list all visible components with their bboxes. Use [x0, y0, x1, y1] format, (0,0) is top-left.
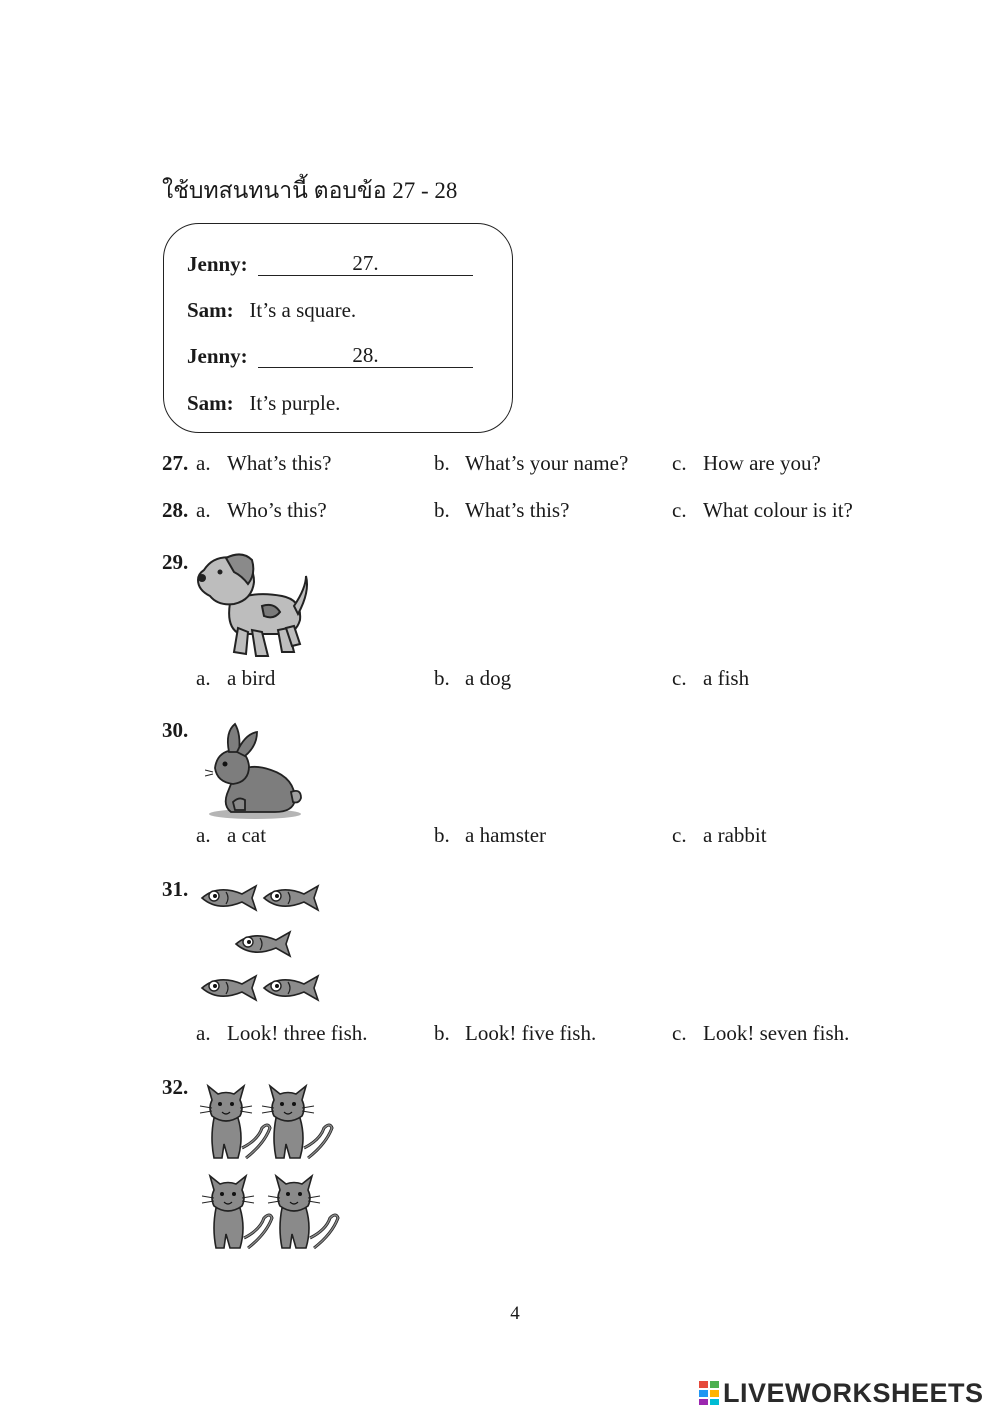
option-29a[interactable]: a. a bird [196, 666, 276, 690]
question-number: 29. [162, 550, 189, 574]
speaker-label: Jenny: [187, 252, 248, 276]
option-31b[interactable]: b. Look! five fish. [434, 1021, 597, 1045]
dialogue-text: It’s a square. [249, 298, 357, 322]
option-27b[interactable]: b. What’s your name? [434, 451, 629, 475]
dialogue-line-2 [187, 298, 356, 323]
option-27a[interactable]: a. What’s this? [196, 451, 332, 475]
option-29c[interactable]: c. a fish [672, 666, 750, 690]
answer-blank-28[interactable]: 28. [258, 343, 473, 368]
question-number: 27. [162, 451, 189, 475]
speaker-label: Jenny: [187, 344, 248, 368]
speaker-label: Sam: [187, 391, 234, 415]
page-number: 4 [510, 1303, 520, 1324]
dog-illustration [190, 548, 312, 662]
brand-logo [698, 1378, 984, 1408]
speaker-label: Sam: [187, 298, 234, 322]
option-30a[interactable]: a. a cat [196, 823, 267, 847]
dialogue-line-4 [187, 391, 340, 416]
question-number: 31. [162, 877, 189, 901]
dialogue-line-3 [187, 344, 248, 369]
question-number: 30. [162, 718, 189, 742]
option-30b[interactable]: b. a hamster [434, 823, 547, 847]
option-28a[interactable]: a. Who’s this? [196, 498, 327, 522]
liveworksheets-logo-icon [698, 1380, 720, 1406]
rabbit-illustration [205, 722, 305, 820]
option-28c[interactable]: c. What colour is it? [672, 498, 853, 522]
brand-name: LIVEWORKSHEETS [723, 1377, 984, 1408]
question-number: 32. [162, 1075, 189, 1099]
option-28b[interactable]: b. What’s this? [434, 498, 570, 522]
five-fish-illustration [198, 882, 324, 1010]
dialogue-text: It’s purple. [249, 391, 341, 415]
option-31a[interactable]: a. Look! three fish. [196, 1021, 368, 1045]
option-30c[interactable]: c. a rabbit [672, 823, 767, 847]
answer-blank-27[interactable]: 27. [258, 251, 473, 276]
question-number: 28. [162, 498, 189, 522]
option-29b[interactable]: b. a dog [434, 666, 512, 690]
instruction-text: ใช้บทสนทนานี้ ตอบข้อ 27 - 28 [162, 178, 458, 203]
option-27c[interactable]: c. How are you? [672, 451, 821, 475]
four-cats-illustration [196, 1076, 346, 1254]
dialogue-line-1 [187, 252, 248, 277]
option-31c[interactable]: c. Look! seven fish. [672, 1021, 850, 1045]
